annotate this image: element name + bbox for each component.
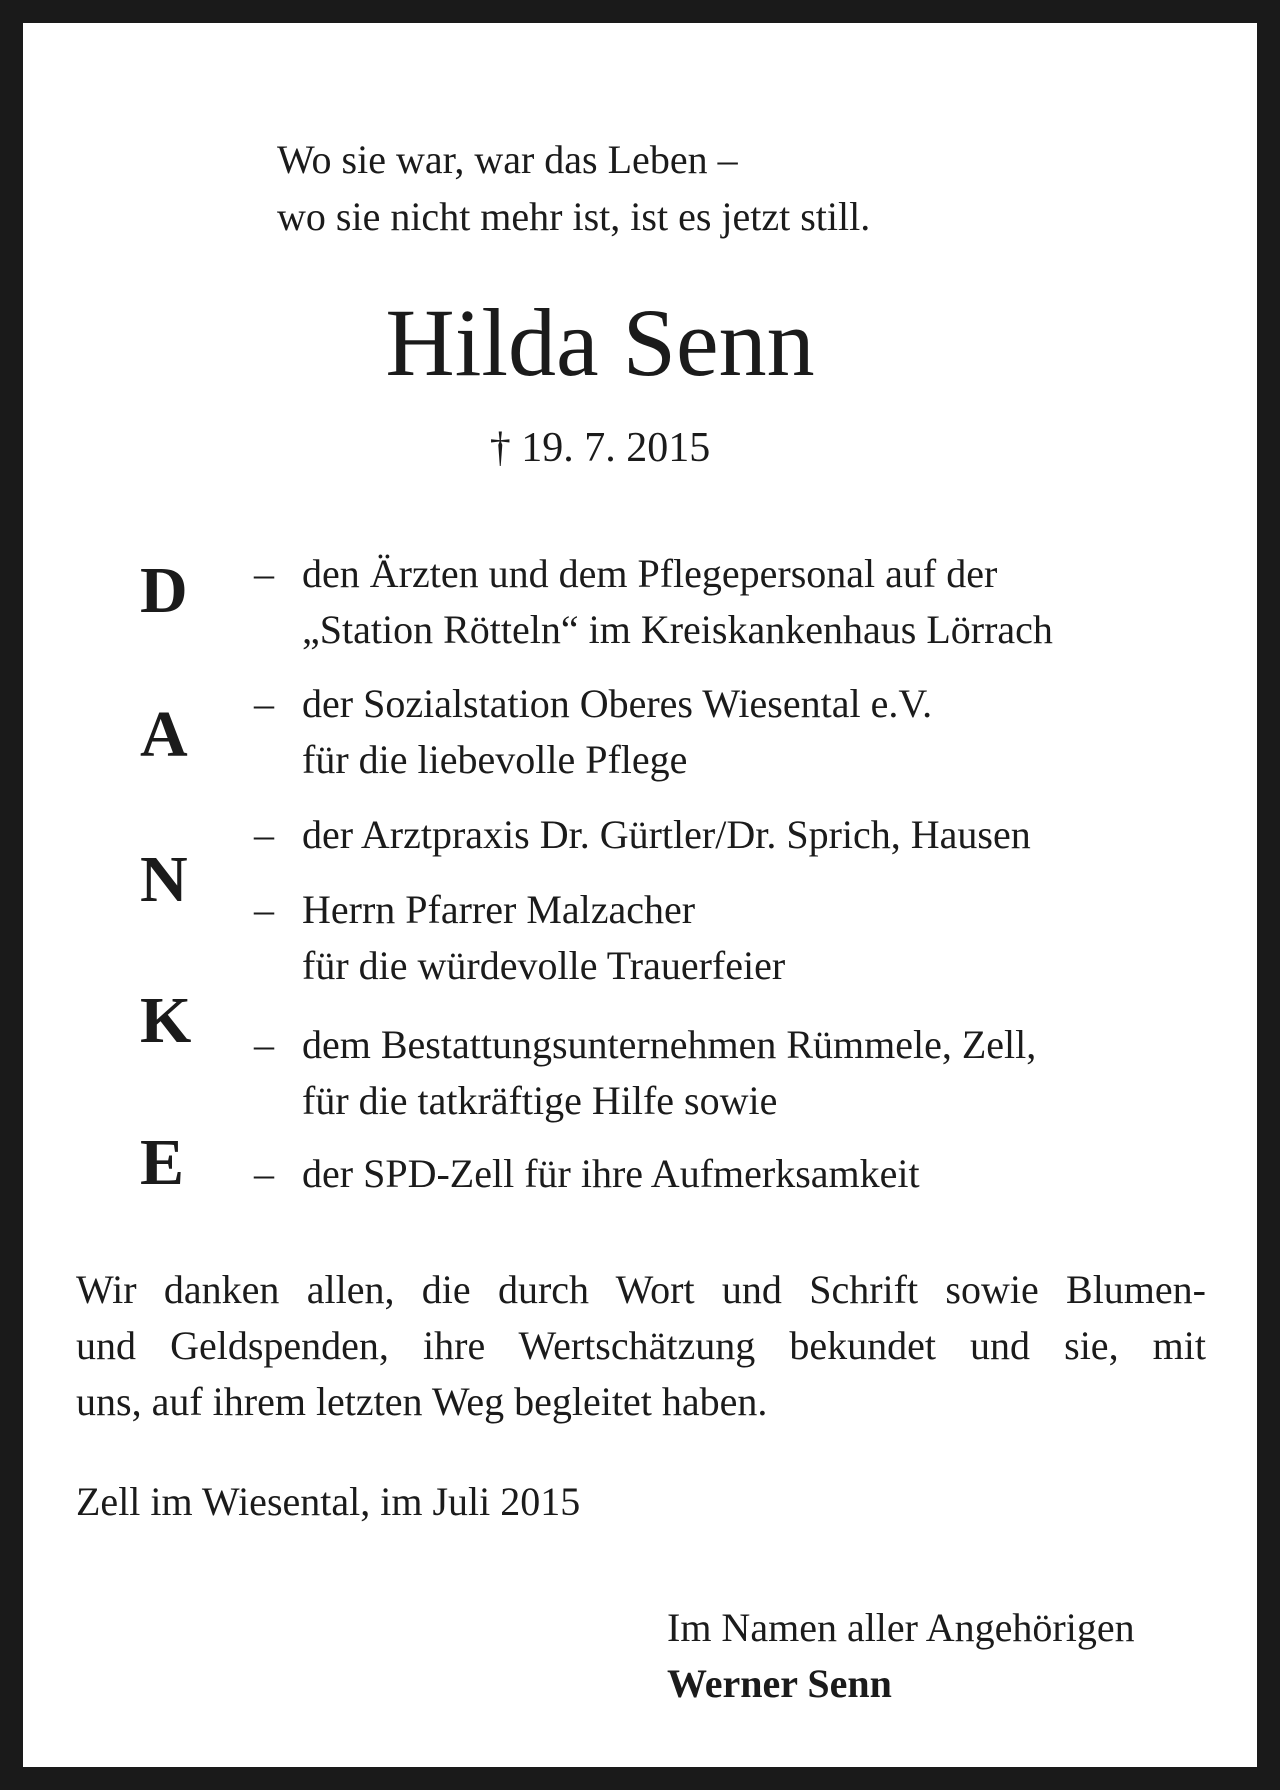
death-date: † 19. 7. 2015 <box>489 425 711 471</box>
item-dash: – <box>254 1151 274 1196</box>
item-dash: – <box>254 551 274 596</box>
deceased-name: Hilda Senn <box>385 289 815 396</box>
thanks-item <box>254 1017 1036 1129</box>
item-line-1: der SPD-Zell für ihre Aufmerksamkeit <box>302 1151 920 1196</box>
paragraph-line-1: Wir danken allen, die durch Wort und Schrift sowie Blumen- <box>76 1267 1206 1312</box>
item-line-2: für die liebevolle Pflege <box>302 737 688 782</box>
item-line-1: Herrn Pfarrer Malzacher <box>302 887 696 932</box>
item-line-2: für die würdevolle Trauerfeier <box>302 943 786 988</box>
item-line-1: der Sozialstation Oberes Wiesental e.V. <box>302 681 933 726</box>
danke-letter-a: A <box>140 698 188 771</box>
motto-quote <box>277 131 870 245</box>
thanks-item <box>254 546 1053 658</box>
danke-letter-n: N <box>140 843 188 916</box>
paragraph-line-3: uns, auf ihrem letzten Weg begleitet haben. <box>76 1379 768 1424</box>
paragraph-line-2: und Geldspenden, ihre Wertschätzung bekundet und sie, mit <box>76 1323 1206 1368</box>
thanks-item <box>254 1146 920 1202</box>
danke-letter-k: K <box>140 984 192 1057</box>
motto-line-1: Wo sie war, war das Leben – <box>277 137 738 182</box>
item-line-1: der Arztpraxis Dr. Gürtler/Dr. Sprich, Hausen <box>302 812 1031 857</box>
item-line-1: den Ärzten und dem Pflegepersonal auf der <box>302 551 998 596</box>
thanks-item <box>254 882 785 994</box>
danke-letter-e: E <box>140 1126 185 1199</box>
signature-intro: Im Namen aller Angehörigen <box>667 1605 1135 1650</box>
thanks-item <box>254 676 932 788</box>
motto-line-2: wo sie nicht mehr ist, ist es jetzt still. <box>277 194 871 239</box>
item-line-2: „Station Rötteln“ im Kreiskankenhaus Lörrach <box>302 607 1053 652</box>
place-and-date: Zell im Wiesental, im Juli 2015 <box>76 1479 581 1524</box>
danke-letter-d: D <box>140 554 188 627</box>
thanks-paragraph <box>76 1262 1206 1430</box>
item-dash: – <box>254 1022 274 1067</box>
item-dash: – <box>254 681 274 726</box>
signature-name: Werner Senn <box>667 1661 892 1706</box>
thanks-item <box>254 807 1031 863</box>
item-line-1: dem Bestattungsunternehmen Rümmele, Zell, <box>302 1022 1037 1067</box>
signature-block <box>667 1600 1135 1712</box>
item-line-2: für die tatkräftige Hilfe sowie <box>302 1078 778 1123</box>
item-dash: – <box>254 887 274 932</box>
item-dash: – <box>254 812 274 857</box>
